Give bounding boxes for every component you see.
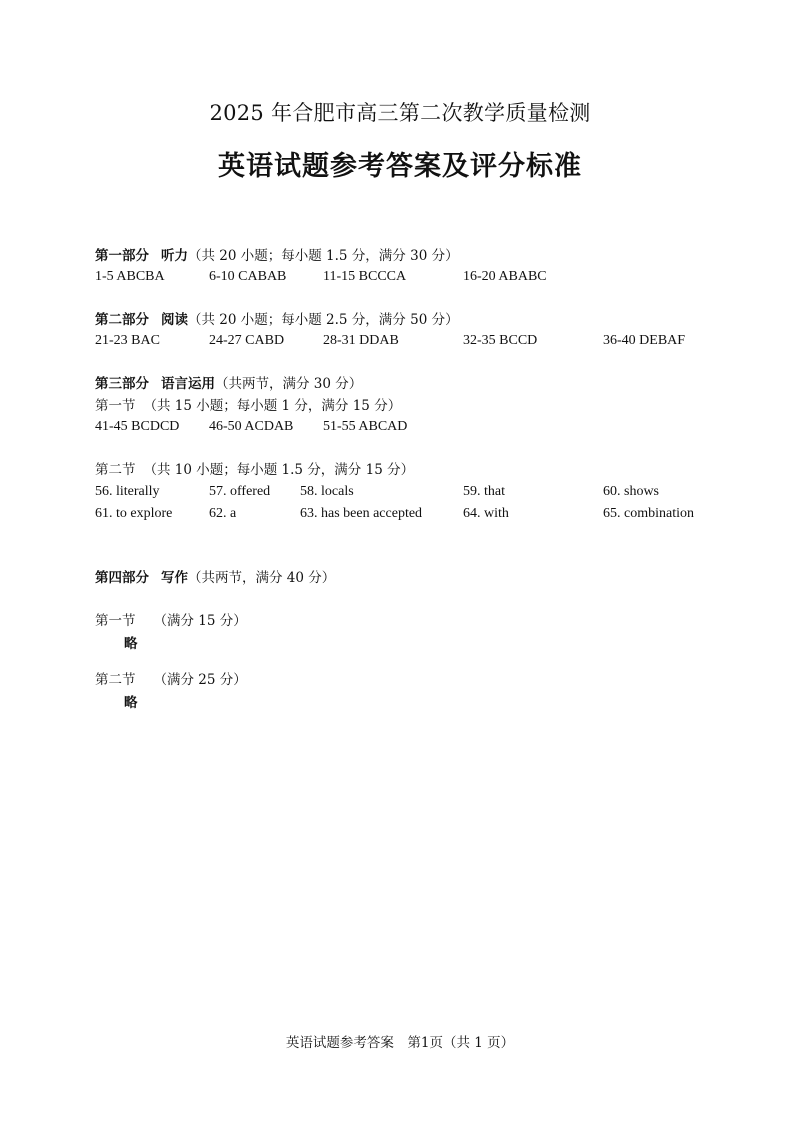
part3-section2-note: （共 10 小题；每小题 1.5 分，满分 15 分）	[143, 462, 415, 478]
part3-section1-note: （共 15 小题；每小题 1 分，满分 15 分）	[143, 398, 402, 414]
part3-section2-answer: 65. combination	[603, 506, 694, 521]
part4-name: 第四部分	[95, 570, 149, 586]
part4-section1-content: 略	[124, 636, 138, 652]
part3-heading	[95, 375, 362, 394]
part2-topic: 阅读	[161, 312, 188, 328]
part2-heading	[95, 311, 459, 330]
part3-section2-answer: 58. locals	[300, 484, 354, 499]
part3-topic: 语言运用	[161, 376, 215, 392]
part3-name: 第三部分	[95, 376, 149, 392]
part1-answer: 11-15 BCCCA	[323, 269, 407, 284]
part3-section1-name: 第一节	[95, 398, 136, 414]
part3-section2-name: 第二节	[95, 462, 136, 478]
part4-topic: 写作	[161, 570, 188, 586]
part3-section1-heading	[95, 397, 401, 416]
part3-section2-answer: 59. that	[463, 484, 505, 499]
part1-name: 第一部分	[95, 248, 149, 264]
part4-section2-heading	[95, 671, 247, 690]
part3-note: （共两节，满分 30 分）	[215, 376, 363, 392]
part4-heading	[95, 569, 335, 588]
part4-section2-content: 略	[124, 695, 138, 711]
part1-note: （共 20 小题；每小题 1.5 分，满分 30 分）	[188, 248, 459, 264]
document-title: 英语试题参考答案及评分标准	[218, 151, 582, 182]
part1-topic: 听力	[161, 248, 188, 264]
part3-section2-answer: 56. literally	[95, 484, 160, 499]
part2-name: 第二部分	[95, 312, 149, 328]
page-footer: 英语试题参考答案 第1页（共 1 页）	[285, 1035, 515, 1051]
exam-title: 2025 年合肥市高三第二次教学质量检测	[209, 101, 591, 125]
part2-answer: 21-23 BAC	[95, 333, 160, 348]
part4-section1-note: （满分 15 分）	[153, 613, 247, 629]
part4-section2-name: 第二节	[95, 672, 136, 688]
part1-answer: 1-5 ABCBA	[95, 269, 165, 284]
part1-answer: 6-10 CABAB	[209, 269, 287, 284]
part4-section1-name: 第一节	[95, 613, 136, 629]
part4-note: （共两节，满分 40 分）	[188, 570, 336, 586]
part4-section2-note: （满分 25 分）	[153, 672, 247, 688]
part2-note: （共 20 小题；每小题 2.5 分，满分 50 分）	[188, 312, 459, 328]
part3-section2-answer: 62. a	[209, 506, 237, 521]
part4-section1-heading	[95, 612, 247, 631]
part3-section2-answer: 60. shows	[603, 484, 660, 499]
part2-answer: 28-31 DDAB	[323, 333, 399, 348]
part3-section1-answer: 51-55 ABCAD	[323, 419, 408, 434]
part3-section2-answer: 64. with	[463, 506, 509, 521]
part3-section2-answer: 57. offered	[209, 484, 271, 499]
part3-section2-answer: 63. has been accepted	[300, 506, 423, 521]
part3-section1-answer: 41-45 BCDCD	[95, 419, 180, 434]
part1-answer: 16-20 ABABC	[463, 269, 547, 284]
part3-section2-heading	[95, 461, 414, 480]
part2-answer: 36-40 DEBAF	[603, 333, 686, 348]
part1-heading	[95, 247, 459, 266]
part3-section1-answer: 46-50 ACDAB	[209, 419, 294, 434]
part2-answer: 32-35 BCCD	[463, 333, 538, 348]
part3-section2-answer: 61. to explore	[95, 506, 173, 521]
part2-answer: 24-27 CABD	[209, 333, 285, 348]
